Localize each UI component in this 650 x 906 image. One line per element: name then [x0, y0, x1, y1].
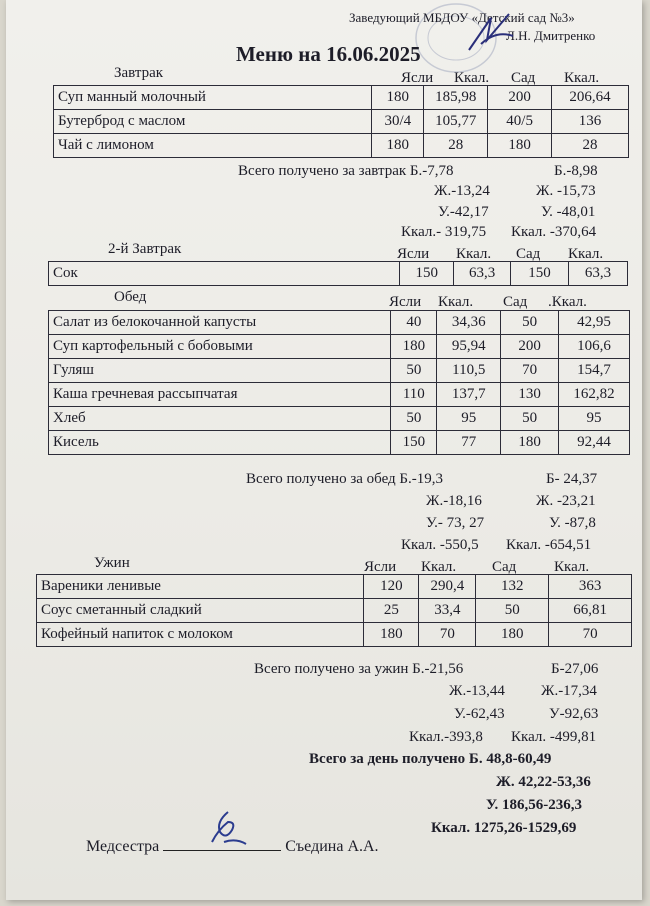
- day-total-zh: Ж. 42,22-53,36: [496, 774, 591, 790]
- dinner-total-kcal-sad: Ккал. -499,81: [511, 729, 597, 745]
- dish-name: Соус сметанный сладкий: [37, 599, 364, 623]
- sad-kcal: 162,82: [559, 383, 630, 407]
- lunch-total-u: У.- 73, 27: [426, 515, 485, 531]
- breakfast-total-zh-sad: Ж. -15,73: [536, 183, 596, 199]
- table-row: [54, 110, 629, 134]
- breakfast-total-b-sad: Б.-8,98: [554, 163, 598, 179]
- breakfast2-heading: 2-й Завтрак: [108, 241, 182, 257]
- yasli-kcal: 290,4: [419, 575, 476, 599]
- sad-kcal: 136: [552, 110, 629, 134]
- sad-portion: 50: [501, 407, 559, 431]
- dish-name: Кисель: [49, 431, 391, 455]
- breakfast2-table: [48, 261, 628, 286]
- table-row: [49, 383, 630, 407]
- dish-name: Вареники ленивые: [37, 575, 364, 599]
- yasli-portion: 150: [391, 431, 437, 455]
- dish-name: Салат из белокочанной капусты: [49, 311, 391, 335]
- yasli-kcal: 77: [437, 431, 501, 455]
- sad-portion: 200: [501, 335, 559, 359]
- yasli-portion: 150: [400, 262, 454, 286]
- sad-portion: 50: [476, 599, 549, 623]
- signature-role: Медсестра: [86, 838, 160, 855]
- lunch-col-kcal1: Ккал.: [438, 294, 474, 310]
- yasli-kcal: 185,98: [424, 86, 488, 110]
- sad-portion: 70: [501, 359, 559, 383]
- breakfast2-col-kcal2: Ккал.: [568, 246, 604, 262]
- breakfast-total-kcal: Ккал.- 319,75: [401, 224, 487, 240]
- nurse-signature: [202, 808, 252, 850]
- sad-portion: 180: [488, 134, 552, 158]
- lunch-total-b-sad: Б- 24,37: [546, 471, 598, 487]
- sad-kcal: 154,7: [559, 359, 630, 383]
- signature-blank: [163, 850, 281, 851]
- dinner-total-b: Всего получено за ужин Б.-21,56: [254, 661, 464, 677]
- approval-position: Заведующий МБДОУ «Детский сад №3»: [349, 10, 575, 25]
- dinner-col-kcal2: Ккал.: [554, 559, 590, 575]
- signature-name: Съедина А.А.: [285, 838, 379, 855]
- breakfast-total-u-sad: У. -48,01: [541, 204, 596, 220]
- lunch-col-sad: Сад: [503, 294, 528, 310]
- approval-name: Л.Н. Дмитренко: [506, 28, 596, 43]
- table-row: [37, 575, 632, 599]
- yasli-kcal: 70: [419, 623, 476, 647]
- yasli-portion: 180: [372, 134, 424, 158]
- lunch-col-yasli: Ясли: [389, 294, 422, 310]
- day-total-b: Всего за день получено Б. 48,8-60,49: [309, 751, 552, 767]
- table-row: [37, 623, 632, 647]
- yasli-kcal: 34,36: [437, 311, 501, 335]
- yasli-portion: 110: [391, 383, 437, 407]
- table-row: [49, 431, 630, 455]
- day-total-u: У. 186,56-236,3: [486, 797, 583, 813]
- yasli-kcal: 110,5: [437, 359, 501, 383]
- yasli-kcal: 33,4: [419, 599, 476, 623]
- lunch-total-kcal: Ккал. -550,5: [401, 537, 479, 553]
- yasli-kcal: 63,3: [454, 262, 511, 286]
- sad-portion: 200: [488, 86, 552, 110]
- breakfast-col-yasli: Ясли: [401, 70, 434, 86]
- dinner-total-zh-sad: Ж.-17,34: [541, 683, 597, 699]
- lunch-heading: Обед: [114, 289, 147, 305]
- sad-portion: 130: [501, 383, 559, 407]
- yasli-portion: 120: [364, 575, 419, 599]
- breakfast-table: [53, 85, 629, 158]
- sad-kcal: 70: [549, 623, 632, 647]
- breakfast-heading: Завтрак: [114, 65, 164, 81]
- dish-name: Хлеб: [49, 407, 391, 431]
- table-row: [49, 335, 630, 359]
- table-row: [49, 311, 630, 335]
- dish-name: Чай с лимоном: [54, 134, 372, 158]
- dinner-col-yasli: Ясли: [364, 559, 397, 575]
- dinner-total-u-sad: У-92,63: [549, 706, 599, 722]
- lunch-table: [48, 310, 630, 455]
- yasli-portion: 50: [391, 407, 437, 431]
- sad-kcal: 106,6: [559, 335, 630, 359]
- breakfast-total-b: Всего получено за завтрак Б.-7,78: [238, 163, 454, 179]
- sad-kcal: 206,64: [552, 86, 629, 110]
- yasli-portion: 180: [391, 335, 437, 359]
- sad-kcal: 95: [559, 407, 630, 431]
- breakfast2-col-yasli: Ясли: [397, 246, 430, 262]
- dish-name: Сок: [49, 262, 400, 286]
- yasli-portion: 40: [391, 311, 437, 335]
- yasli-kcal: 137,7: [437, 383, 501, 407]
- yasli-kcal: 95: [437, 407, 501, 431]
- yasli-portion: 30/4: [372, 110, 424, 134]
- menu-sheet: [6, 0, 642, 900]
- dinner-total-zh: Ж.-13,44: [449, 683, 505, 699]
- yasli-portion: 180: [364, 623, 419, 647]
- lunch-total-kcal-sad: Ккал. -654,51: [506, 537, 592, 553]
- sad-portion: 180: [501, 431, 559, 455]
- breakfast2-col-sad: Сад: [516, 246, 541, 262]
- table-row: [54, 134, 629, 158]
- yasli-kcal: 95,94: [437, 335, 501, 359]
- sad-kcal: 92,44: [559, 431, 630, 455]
- dish-name: Суп манный молочный: [54, 86, 372, 110]
- sad-kcal: 28: [552, 134, 629, 158]
- sad-kcal: 363: [549, 575, 632, 599]
- table-row: [49, 407, 630, 431]
- breakfast-total-u: У.-42,17: [438, 204, 489, 220]
- dinner-col-kcal1: Ккал.: [421, 559, 457, 575]
- table-row: [37, 599, 632, 623]
- dinner-total-u: У.-62,43: [454, 706, 505, 722]
- dinner-total-b-sad: Б-27,06: [551, 661, 599, 677]
- director-signature: [461, 10, 521, 55]
- lunch-total-zh: Ж.-18,16: [426, 493, 482, 509]
- lunch-total-b: Всего получено за обед Б.-19,3: [246, 471, 444, 487]
- dinner-col-sad: Сад: [492, 559, 517, 575]
- sad-portion: 50: [501, 311, 559, 335]
- table-row: [49, 262, 628, 286]
- breakfast-total-zh: Ж.-13,24: [434, 183, 490, 199]
- dish-name: Бутерброд с маслом: [54, 110, 372, 134]
- dinner-table: [36, 574, 632, 647]
- dish-name: Суп картофельный с бобовыми: [49, 335, 391, 359]
- dish-name: Гуляш: [49, 359, 391, 383]
- sad-kcal: 66,81: [549, 599, 632, 623]
- breakfast2-col-kcal1: Ккал.: [456, 246, 492, 262]
- table-row: [54, 86, 629, 110]
- sad-portion: 150: [511, 262, 569, 286]
- yasli-portion: 50: [391, 359, 437, 383]
- dinner-heading: Ужин: [94, 555, 130, 571]
- day-total-kcal: Ккал. 1275,26-1529,69: [431, 820, 577, 836]
- dish-name: Каша гречневая рассыпчатая: [49, 383, 391, 407]
- lunch-total-zh-sad: Ж. -23,21: [536, 493, 596, 509]
- lunch-total-u-sad: У. -87,8: [549, 515, 596, 531]
- sad-portion: 40/5: [488, 110, 552, 134]
- sad-portion: 180: [476, 623, 549, 647]
- breakfast-col-kcal2: Ккал.: [564, 70, 600, 86]
- sad-kcal: 63,3: [569, 262, 628, 286]
- yasli-kcal: 28: [424, 134, 488, 158]
- breakfast-total-kcal-sad: Ккал. -370,64: [511, 224, 597, 240]
- sad-kcal: 42,95: [559, 311, 630, 335]
- table-row: [49, 359, 630, 383]
- page-title: Меню на 16.06.2025: [236, 42, 421, 66]
- breakfast-col-kcal1: Ккал.: [454, 70, 490, 86]
- dish-name: Кофейный напиток с молоком: [37, 623, 364, 647]
- yasli-portion: 25: [364, 599, 419, 623]
- sad-portion: 132: [476, 575, 549, 599]
- dinner-total-kcal: Ккал.-393,8: [409, 729, 483, 745]
- yasli-portion: 180: [372, 86, 424, 110]
- yasli-kcal: 105,77: [424, 110, 488, 134]
- breakfast-col-sad: Сад: [511, 70, 536, 86]
- lunch-col-kcal2: .Ккал.: [548, 294, 587, 310]
